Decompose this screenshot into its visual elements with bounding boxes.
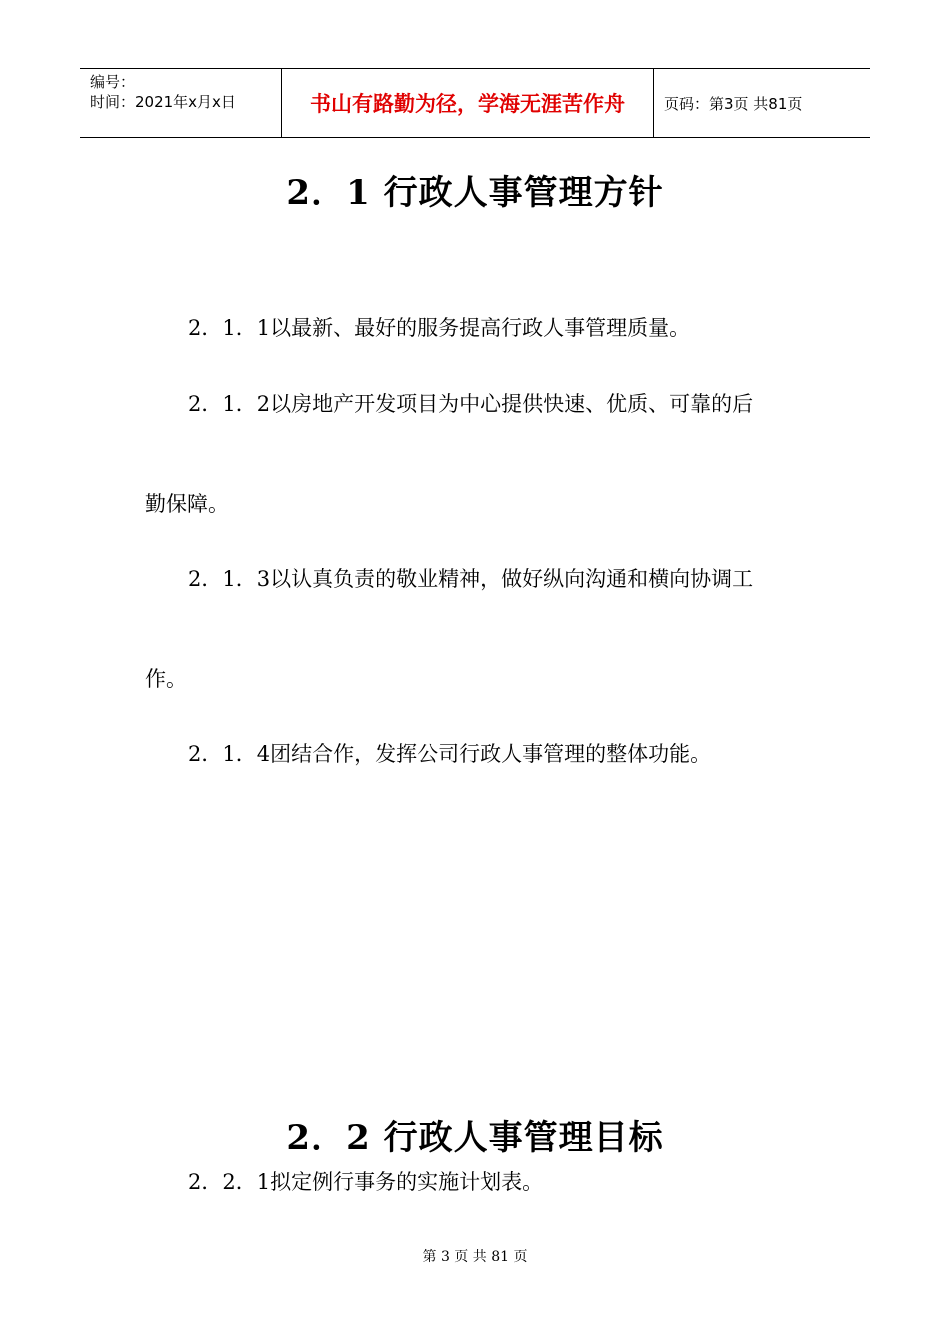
header-page-cell bbox=[654, 69, 870, 137]
page-footer: 第 3 页 共 81 页 bbox=[422, 1249, 528, 1265]
paragraph-2-1-3: 2．1．3以认真负责的敬业精神，做好纵向沟通和横向协调工 bbox=[188, 567, 754, 591]
paragraph-2-1-2-continued: 勤保障。 bbox=[145, 492, 229, 516]
document-header bbox=[80, 68, 870, 138]
paragraph-2-1-4: 2．1．4团结合作，发挥公司行政人事管理的整体功能。 bbox=[188, 742, 712, 766]
paragraph-2-1-1: 2．1．1以最新、最好的服务提高行政人事管理质量。 bbox=[188, 316, 691, 340]
document-date-label: 时间：2021年x月x日 bbox=[90, 93, 236, 111]
header-meta-cell bbox=[80, 69, 282, 137]
section-title-2-1: 2．1 行政人事管理方针 bbox=[286, 173, 664, 213]
header-motto: 书山有路勤为径，学海无涯苦作舟 bbox=[310, 92, 625, 116]
paragraph-2-1-2: 2．1．2以房地产开发项目为中心提供快速、优质、可靠的后 bbox=[188, 392, 754, 416]
paragraph-2-2-1: 2．2．1拟定例行事务的实施计划表。 bbox=[188, 1170, 544, 1194]
paragraph-2-1-3-continued: 作。 bbox=[145, 667, 187, 691]
header-page-info: 页码：第3页 共81页 bbox=[664, 94, 803, 113]
section-title-2-2: 2．2 行政人事管理目标 bbox=[286, 1118, 664, 1158]
document-number-label: 编号： bbox=[90, 73, 136, 91]
header-motto-cell bbox=[282, 69, 654, 137]
